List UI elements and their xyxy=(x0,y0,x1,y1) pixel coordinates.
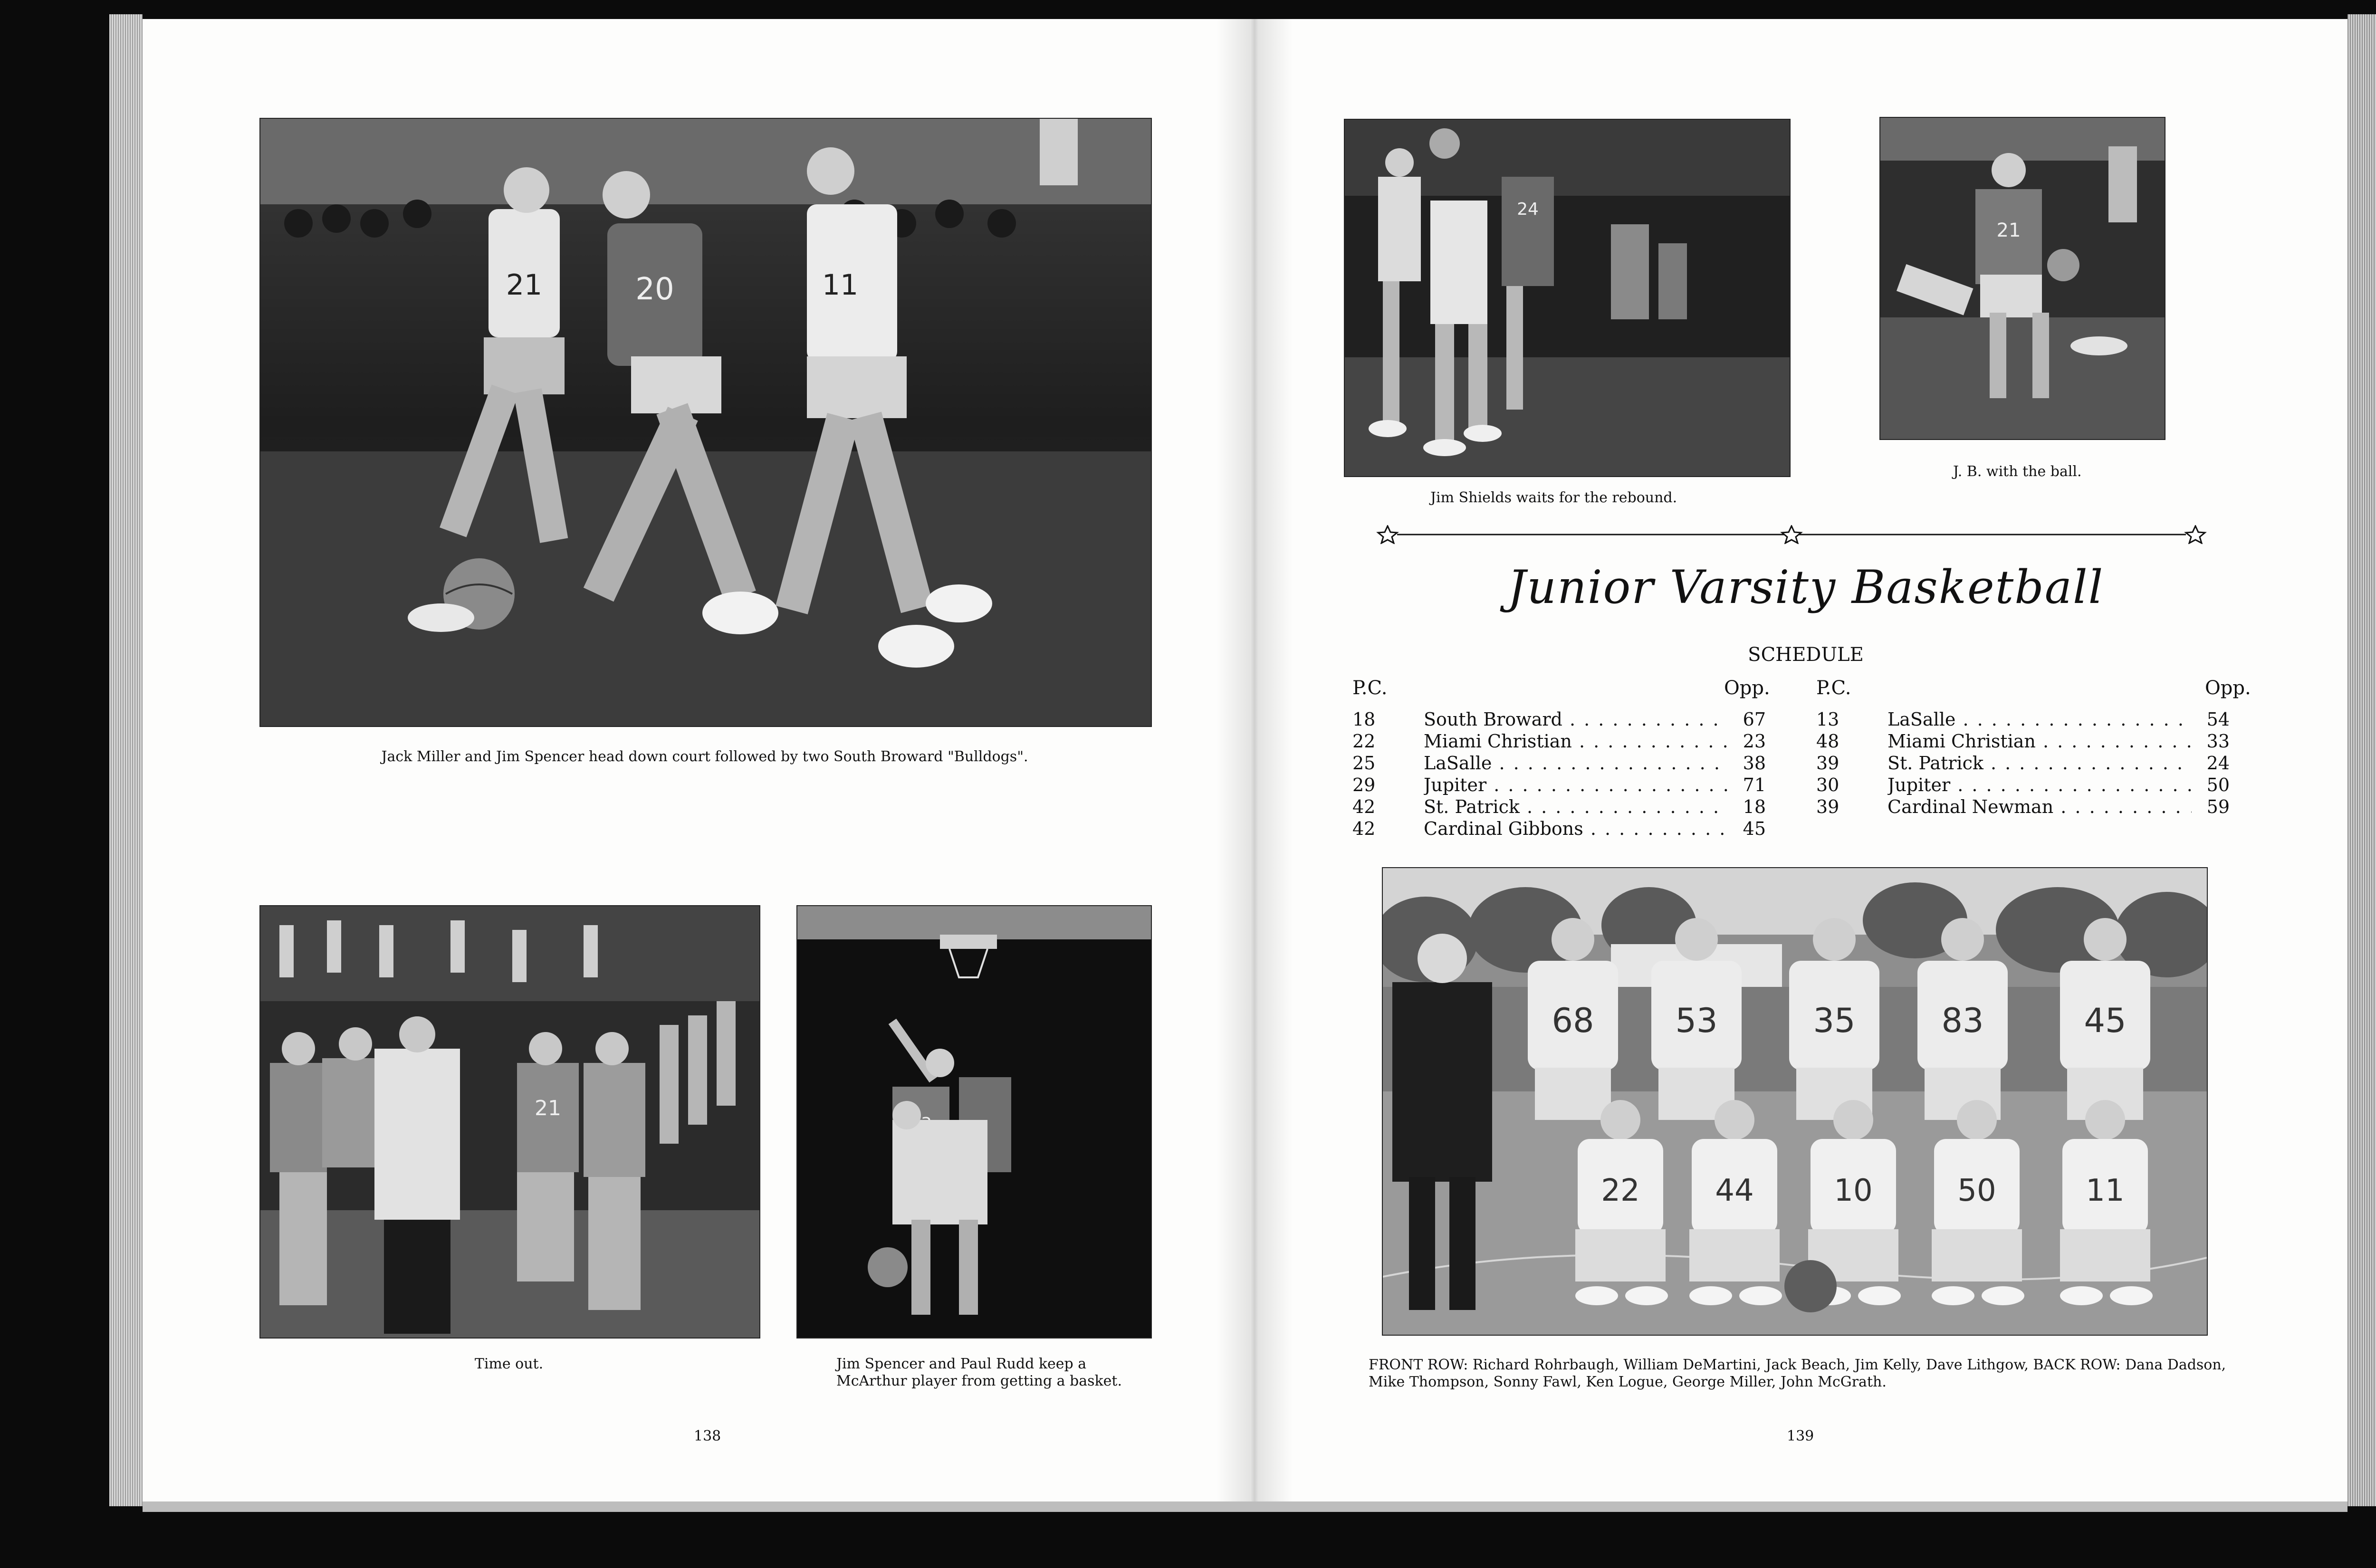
table-row: 22 Miami Christian . . . 23 xyxy=(1352,730,1766,752)
schedule-heading: SCHEDULE xyxy=(1748,644,1864,666)
photo-shields-rebound xyxy=(1344,119,1791,477)
book-page-edges-left xyxy=(109,14,143,1506)
section-title: Junior Varsity Basketball xyxy=(1507,561,2104,614)
jersey-number-team-back: 35 xyxy=(1813,1001,1856,1040)
jersey-number-21c: 21 xyxy=(1996,220,2021,241)
book-page-edges-right xyxy=(2347,14,2376,1506)
jersey-number-team-front: 50 xyxy=(1957,1173,1996,1208)
photo-jb-ball xyxy=(1879,117,2165,440)
table-row: 18 South Broward . . . 67 xyxy=(1352,708,1766,730)
table-row: 42 St. Patrick . . . 18 xyxy=(1352,795,1766,817)
jersey-number-team-front: 11 xyxy=(2086,1173,2125,1208)
table-row: 48 Miami Christian . . . 33 xyxy=(1816,730,2230,752)
table-row: 39 St. Patrick . . . 24 xyxy=(1816,752,2230,774)
pc-label-right: P.C. xyxy=(1816,677,1851,699)
table-row: 25 LaSalle . . . 38 xyxy=(1352,752,1766,774)
caption-time-out: Time out. xyxy=(474,1356,544,1372)
caption-court-dribble: Jack Miller and Jim Spencer head down court followed by two South Broward "Bulldogs". xyxy=(381,748,1028,765)
caption-team: FRONT ROW: Richard Rohrbaugh, William DeMartini, Jack Beach, Jim Kelly, Dave Lithgow, BACK ROW: Dana Dadson, Mike Thompson, Sonny Fawl, Ken Logue, George Miller, John McGrath. xyxy=(1369,1357,2226,1390)
schedule-table-left xyxy=(1352,708,1766,839)
photo-time-out xyxy=(259,905,760,1339)
schedule-table-right xyxy=(1816,708,2230,817)
table-row: 39 Cardinal Newman . . . 59 xyxy=(1816,795,2230,817)
jersey-number-24: 24 xyxy=(1517,200,1539,219)
caption-mcarthur-block: Jim Spencer and Paul Rudd keep a McArthur player from getting a basket. xyxy=(836,1356,1122,1389)
table-row: 30 Jupiter . . . 50 xyxy=(1816,774,2230,795)
jersey-number-11: 11 xyxy=(822,268,859,302)
jersey-number-team-front: 10 xyxy=(1834,1173,1873,1208)
jersey-number-team-back: 45 xyxy=(2084,1001,2127,1040)
opp-label-left: Opp. xyxy=(1724,677,1770,699)
star-icon xyxy=(1782,526,1801,543)
caption-jb-ball: J. B. with the ball. xyxy=(1953,463,2082,480)
caption-shields-rebound: Jim Shields waits for the rebound. xyxy=(1430,489,1677,506)
opp-label-right: Opp. xyxy=(2205,677,2251,699)
photo-mcarthur-block xyxy=(796,905,1152,1339)
jersey-number-21: 21 xyxy=(506,268,543,302)
jersey-number-team-back: 83 xyxy=(1941,1001,1984,1040)
table-row: 13 LaSalle . . . 54 xyxy=(1816,708,2230,730)
book-gutter xyxy=(1217,19,1293,1501)
photo-team xyxy=(1382,867,2208,1336)
page-number-right: 139 xyxy=(1787,1428,1814,1444)
jersey-number-team-front: 22 xyxy=(1601,1173,1640,1208)
star-icon xyxy=(1378,526,1397,543)
star-icon xyxy=(2186,526,2205,543)
table-row: 29 Jupiter . . . 71 xyxy=(1352,774,1766,795)
page-number-left: 138 xyxy=(694,1428,721,1444)
jersey-number-21b: 21 xyxy=(535,1096,561,1120)
pc-label-left: P.C. xyxy=(1352,677,1388,699)
jersey-number-team-front: 44 xyxy=(1715,1173,1754,1208)
jersey-number-20: 20 xyxy=(635,272,674,307)
jersey-number-team-back: 68 xyxy=(1552,1001,1594,1040)
table-row: 42 Cardinal Gibbons . . . 45 xyxy=(1352,817,1766,839)
book-page-edges-bottom xyxy=(143,1501,2347,1512)
star-divider xyxy=(1369,525,2214,544)
photo-court-dribble xyxy=(259,118,1152,727)
jersey-number-team-back: 53 xyxy=(1675,1001,1718,1040)
